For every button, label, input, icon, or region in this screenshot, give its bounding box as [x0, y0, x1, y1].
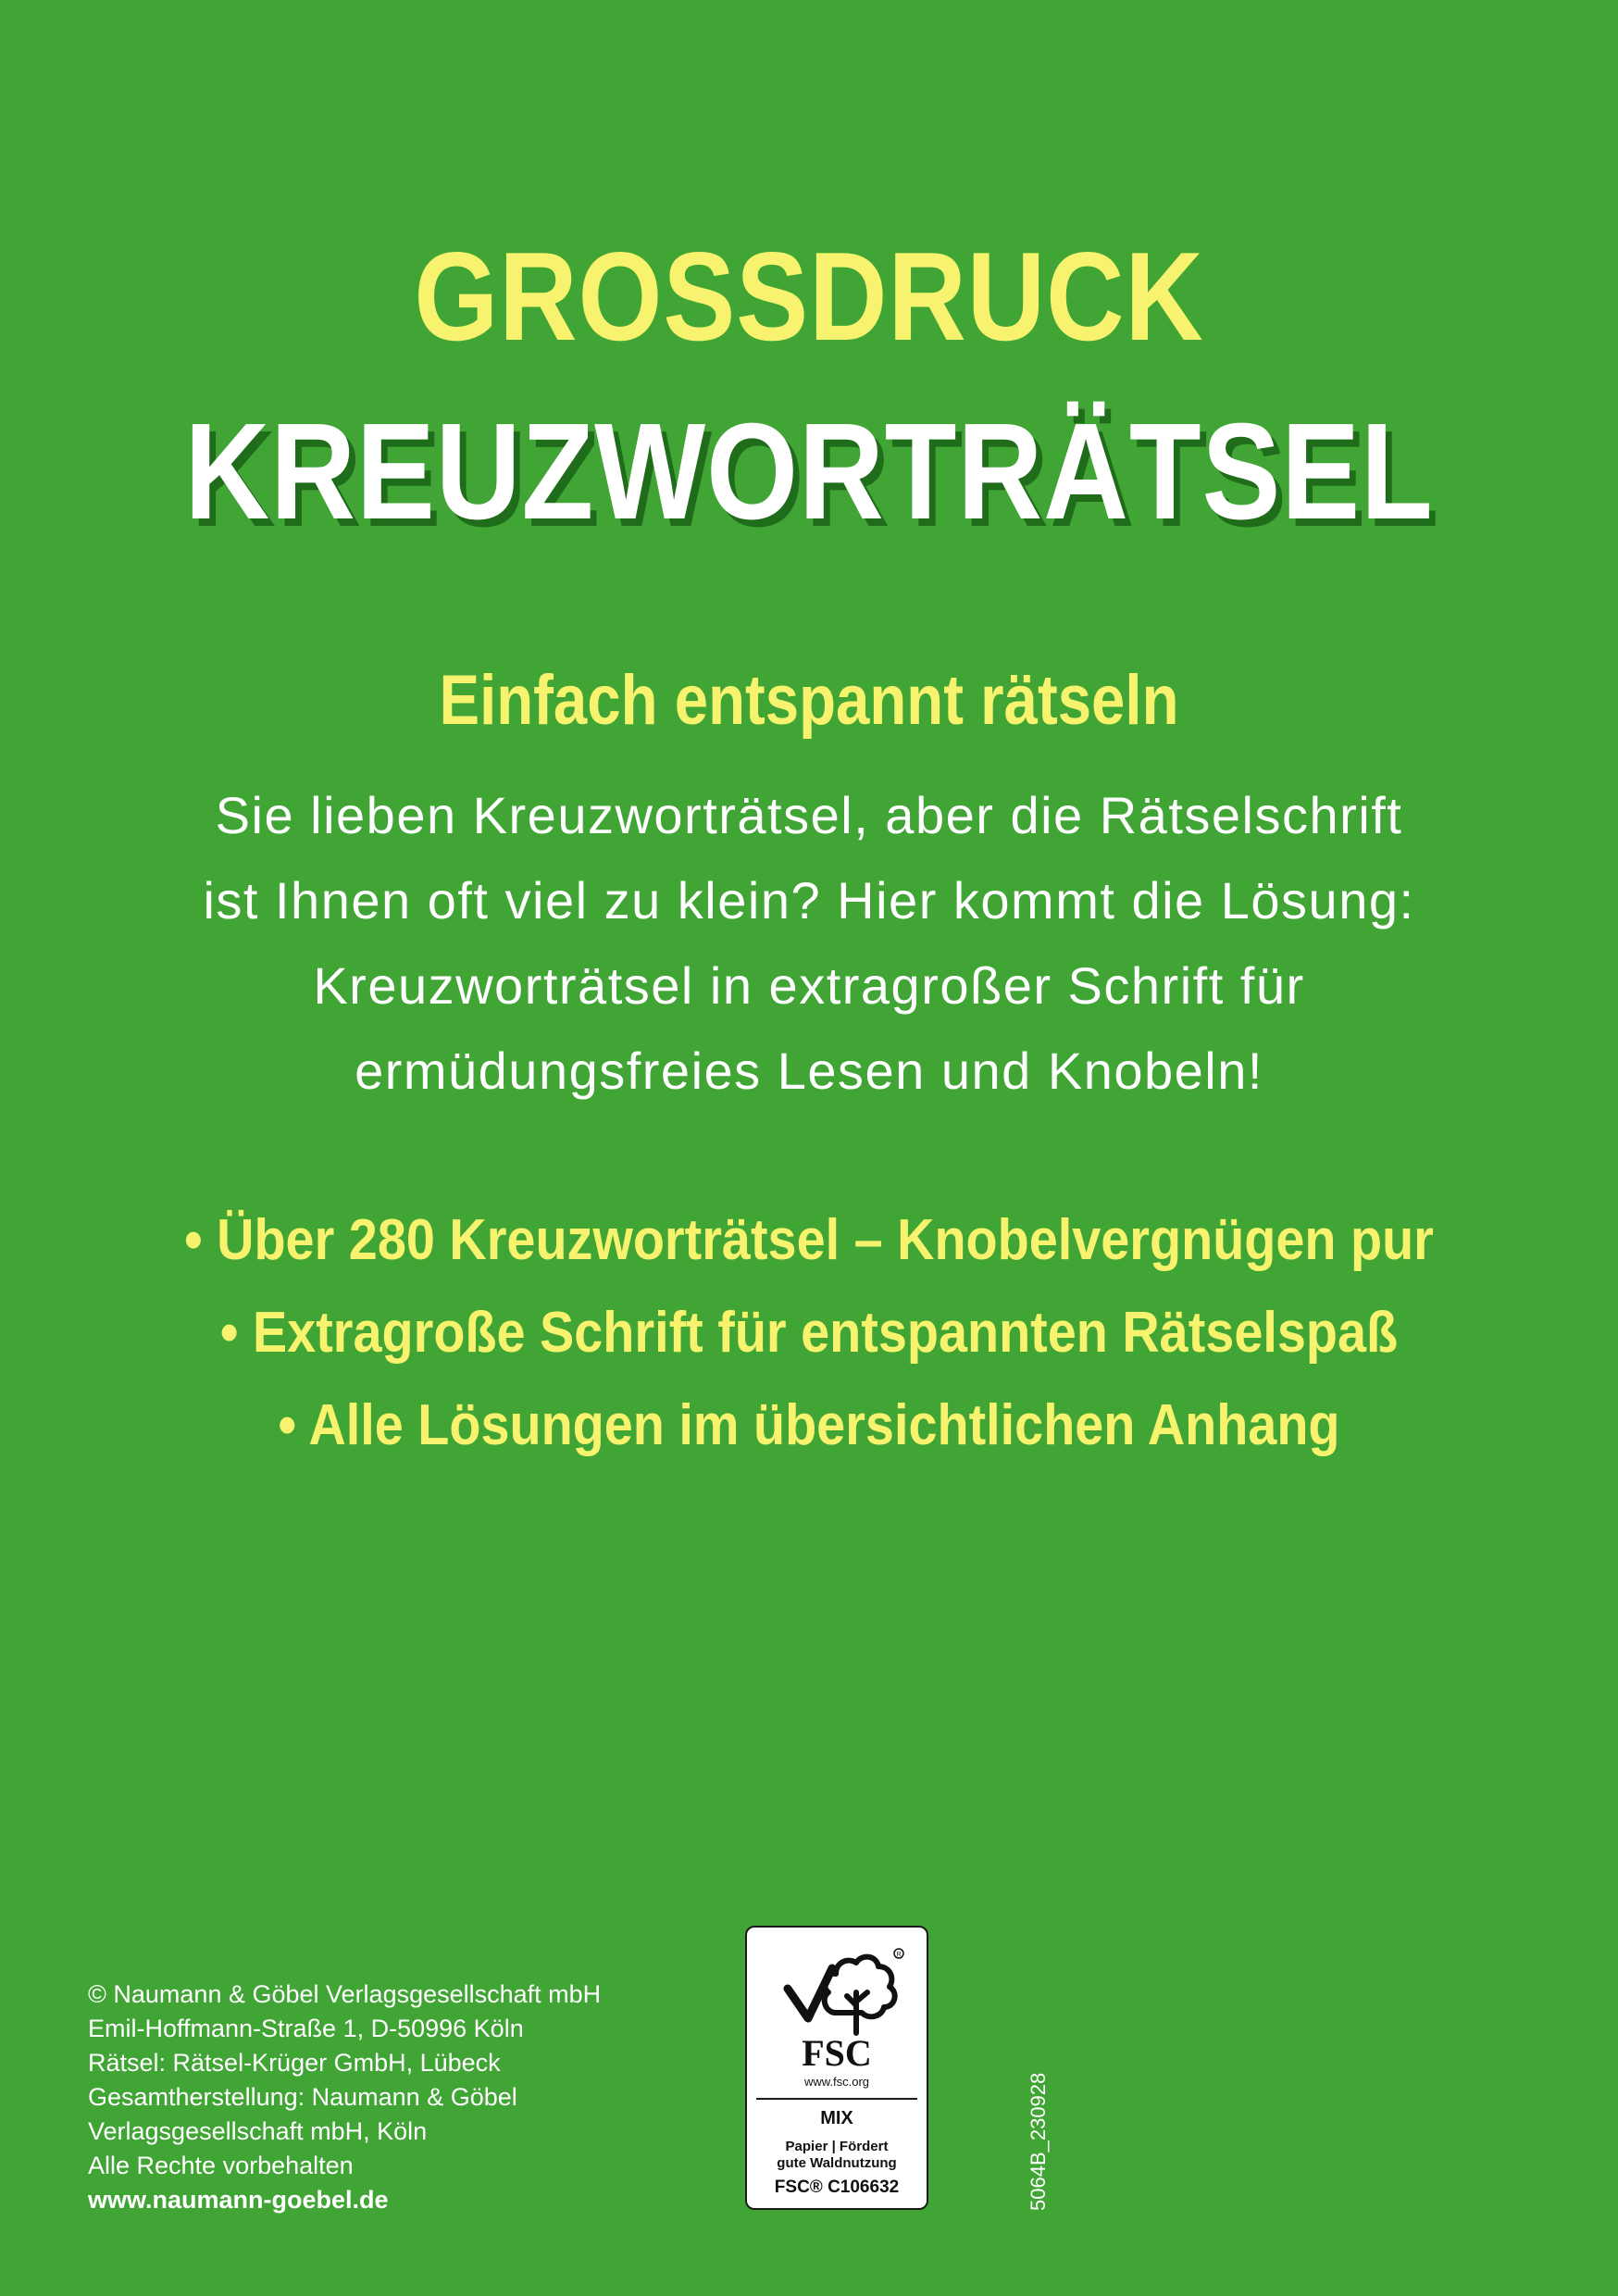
intro-line: ermüdungsfreies Lesen und Knobeln! — [355, 1042, 1263, 1100]
imprint-line: Verlagsgesellschaft mbH, Köln — [88, 2117, 428, 2145]
fsc-name: FSC — [802, 2032, 872, 2074]
intro-line: ist Ihnen oft viel zu klein? Hier kommt die Lösung: — [203, 871, 1415, 930]
feature-item: • Alle Lösungen im übersichtlichen Anhang — [278, 1393, 1340, 1457]
imprint-line: Alle Rechte vorbehalten — [88, 2152, 354, 2179]
fsc-claim-line: Papier | Fördert — [785, 2139, 889, 2154]
fsc-label — [745, 1926, 928, 2210]
fsc-claim-line: gute Waldnutzung — [777, 2155, 897, 2171]
article-code: 5064B_230928 — [1027, 2072, 1050, 2211]
imprint-line: © Naumann & Göbel Verlagsgesellschaft mbH — [88, 1980, 602, 2008]
fsc-category: MIX — [820, 2108, 853, 2128]
fsc-url: www.fsc.org — [803, 2075, 870, 2089]
publisher-website-link[interactable]: www.naumann-goebel.de — [88, 2186, 389, 2214]
feature-item: • Über 280 Kreuzworträtsel – Knobelvergnügen pur — [184, 1208, 1434, 1272]
svg-text:R: R — [896, 1952, 902, 1958]
imprint-line: Emil-Hoffmann-Straße 1, D-50996 Köln — [88, 2015, 524, 2042]
title-grossdruck: GROSSDRUCK — [414, 226, 1204, 367]
imprint-line: Rätsel: Rätsel-Krüger GmbH, Lübeck — [88, 2049, 501, 2077]
fsc-claim — [747, 2139, 927, 2172]
fsc-license-code: FSC® C106632 — [774, 2177, 900, 2197]
fsc-divider — [756, 2098, 917, 2100]
intro-paragraph — [0, 773, 1618, 1114]
fsc-tree-checkmark-icon — [771, 1940, 910, 2037]
intro-line: Kreuzworträtsel in extragroßer Schrift für — [313, 956, 1305, 1015]
title-kreuzwortraetsel: KREUZWORTRÄTSEL — [184, 395, 1434, 548]
feature-item: • Extragroße Schrift für entspannten Rätselspaß — [219, 1301, 1399, 1365]
intro-line: Sie lieben Kreuzworträtsel, aber die Rätselschrift — [215, 786, 1403, 844]
subtitle: Einfach entspannt rätseln — [439, 661, 1179, 740]
imprint — [88, 1978, 601, 2217]
feature-list — [0, 1194, 1618, 1472]
imprint-line: Gesamtherstellung: Naumann & Göbel — [88, 2083, 517, 2111]
